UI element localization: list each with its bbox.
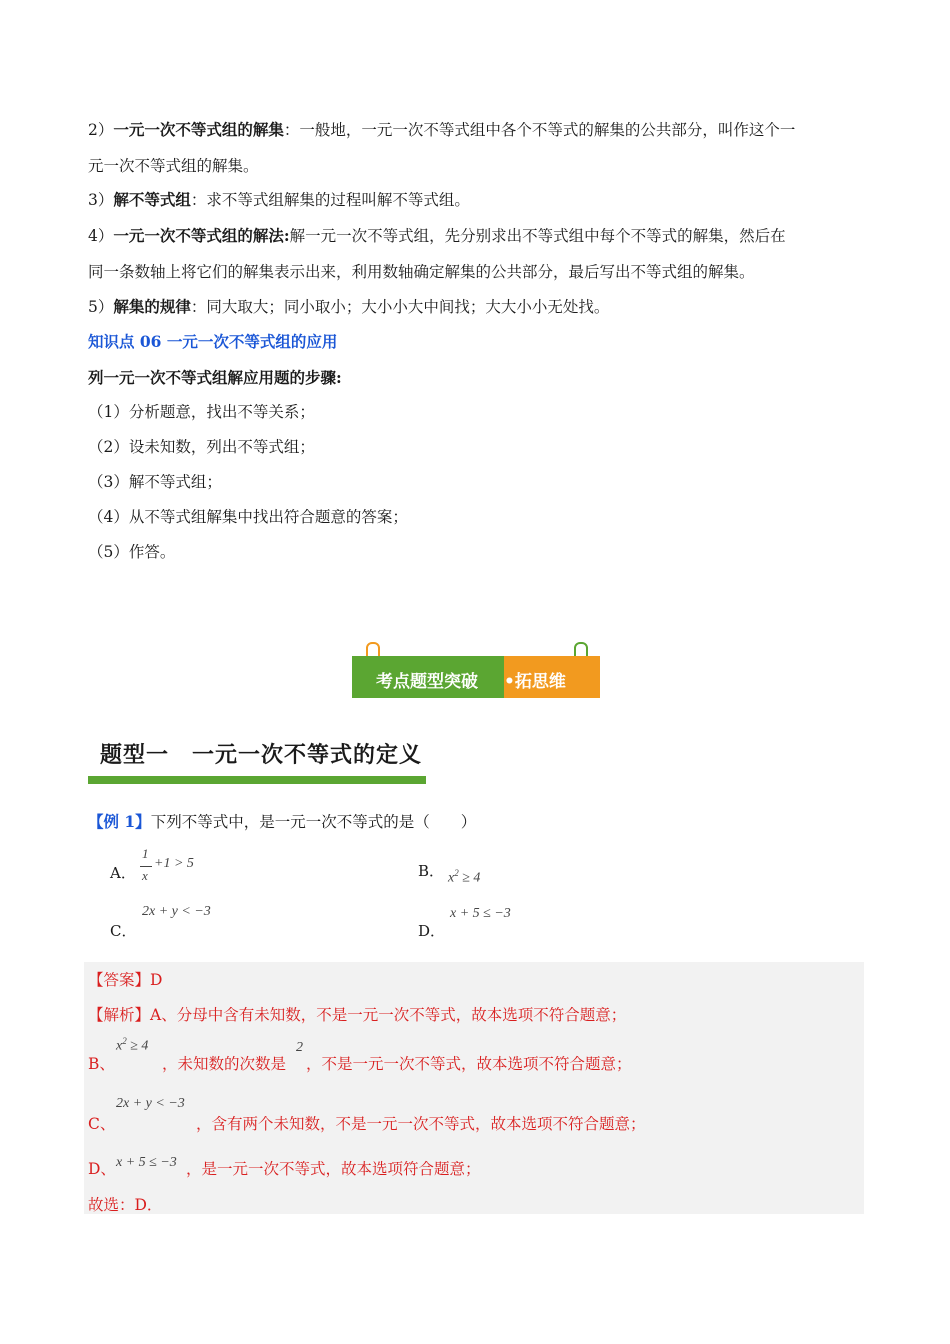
- example-1: [88, 812, 476, 832]
- fraction-bar: [140, 866, 152, 867]
- example-question: 下列不等式中，是一元一次不等式的是（ ）: [150, 813, 477, 831]
- option-d-label: D．: [418, 922, 446, 940]
- item-term: 解不等式组: [113, 190, 191, 209]
- step-4: （4）从不等式组解集中找出符合题意的答案；: [88, 508, 408, 526]
- item-number: 4）: [88, 227, 114, 245]
- analysis-b-rest: ≥ 4: [126, 1038, 149, 1054]
- option-a-expression: +1 > 5: [154, 856, 194, 871]
- option-b-variable: x: [448, 870, 455, 886]
- answer-value: D: [150, 971, 163, 989]
- option-c-expression: 2x + y < −3: [142, 904, 211, 919]
- banner-left-text: 考点题型突破: [376, 672, 478, 692]
- analysis-c-expression: 2x + y < −3: [116, 1096, 185, 1111]
- analysis-d-expression: x + 5 ≤ −3: [116, 1155, 177, 1170]
- analysis-conclusion: 故选：D．: [88, 1196, 163, 1214]
- analysis-text-a: A、分母中含有未知数，不是一元一次不等式，故本选项不符合题意；: [150, 1006, 627, 1024]
- item-2: [88, 120, 795, 140]
- section-banner: [352, 652, 600, 698]
- analysis-line-d: D、: [88, 1160, 116, 1178]
- knowledge-point-title: 知识点 06 一元一次不等式组的应用: [88, 332, 338, 351]
- item-5: [88, 297, 609, 317]
- step-1: （1）分析题意，找出不等关系；: [88, 403, 315, 421]
- analysis-b-expression: [116, 1036, 148, 1055]
- analysis-line-a: [88, 1003, 626, 1025]
- item-number: 5）: [88, 298, 114, 316]
- item-term: 解集的规律: [113, 297, 191, 316]
- step-2: （2）设未知数，列出不等式组；: [88, 438, 315, 456]
- example-tag: 【例 1】: [88, 812, 151, 831]
- item-text: ：一般地，一元一次不等式组中各个不等式的解集的公共部分，叫作这个一: [283, 121, 796, 139]
- answer-line: [88, 968, 162, 990]
- option-b-rest: ≥ 4: [458, 870, 481, 886]
- item-number: 3）: [88, 191, 114, 209]
- analysis-b-exponent: 2: [122, 1036, 127, 1046]
- analysis-b-variable: x: [116, 1038, 123, 1054]
- item-4: [88, 226, 786, 246]
- analysis-line-c: C、: [88, 1115, 116, 1133]
- analysis-b-middle: ，未知数的次数是: [162, 1055, 287, 1073]
- item-term: 一元一次不等式组的解集: [113, 120, 284, 139]
- option-b-expression: [448, 868, 480, 887]
- analysis-tag: 【解析】: [88, 1006, 151, 1024]
- item-text: ：求不等式组解集的过程叫解不等式组。: [190, 191, 470, 209]
- section-title-underline: [88, 776, 426, 784]
- answer-tag: 【答案】: [88, 971, 151, 989]
- option-b-exponent: 2: [454, 868, 459, 878]
- item-number: 2）: [88, 121, 114, 139]
- option-c-label: C．: [110, 922, 137, 940]
- analysis-c-end: ，含有两个未知数，不是一元一次不等式，故本选项不符合题意；: [196, 1115, 646, 1133]
- step-5: （5）作答。: [88, 543, 176, 561]
- analysis-prefix: B、: [88, 1055, 115, 1073]
- option-d-expression: x + 5 ≤ −3: [450, 906, 511, 921]
- banner-right-text: •拓思维: [504, 672, 566, 692]
- item-2-continuation: 元一次不等式组的解集。: [88, 157, 259, 175]
- analysis-b-number: 2: [296, 1040, 303, 1055]
- item-4-continuation: 同一条数轴上将它们的解集表示出来，利用数轴确定解集的公共部分，最后写出不等式组的解集。: [88, 263, 755, 281]
- steps-title: 列一元一次不等式组解应用题的步骤:: [88, 368, 342, 387]
- section-title: 题型一 一元一次不等式的定义: [100, 742, 423, 768]
- option-a-fraction-numerator: 1: [142, 846, 149, 861]
- option-b-label: B．: [418, 862, 445, 880]
- item-text: ：同大取大；同小取小；大小小大中间找；大大小小无处找。: [190, 298, 610, 316]
- analysis-d-end: ，是一元一次不等式，故本选项符合题意；: [186, 1160, 481, 1178]
- step-3: （3）解不等式组；: [88, 473, 222, 491]
- analysis-b-end: ，不是一元一次不等式，故本选项不符合题意；: [306, 1055, 632, 1073]
- item-text: 解一元一次不等式组，先分别求出不等式组中每个不等式的解集，然后在: [289, 227, 786, 245]
- analysis-line-b: [88, 1052, 115, 1074]
- item-3: [88, 190, 470, 210]
- item-term: 一元一次不等式组的解法:: [113, 226, 290, 245]
- option-a-fraction-denominator: x: [142, 868, 148, 883]
- option-a-label: A．: [110, 864, 136, 882]
